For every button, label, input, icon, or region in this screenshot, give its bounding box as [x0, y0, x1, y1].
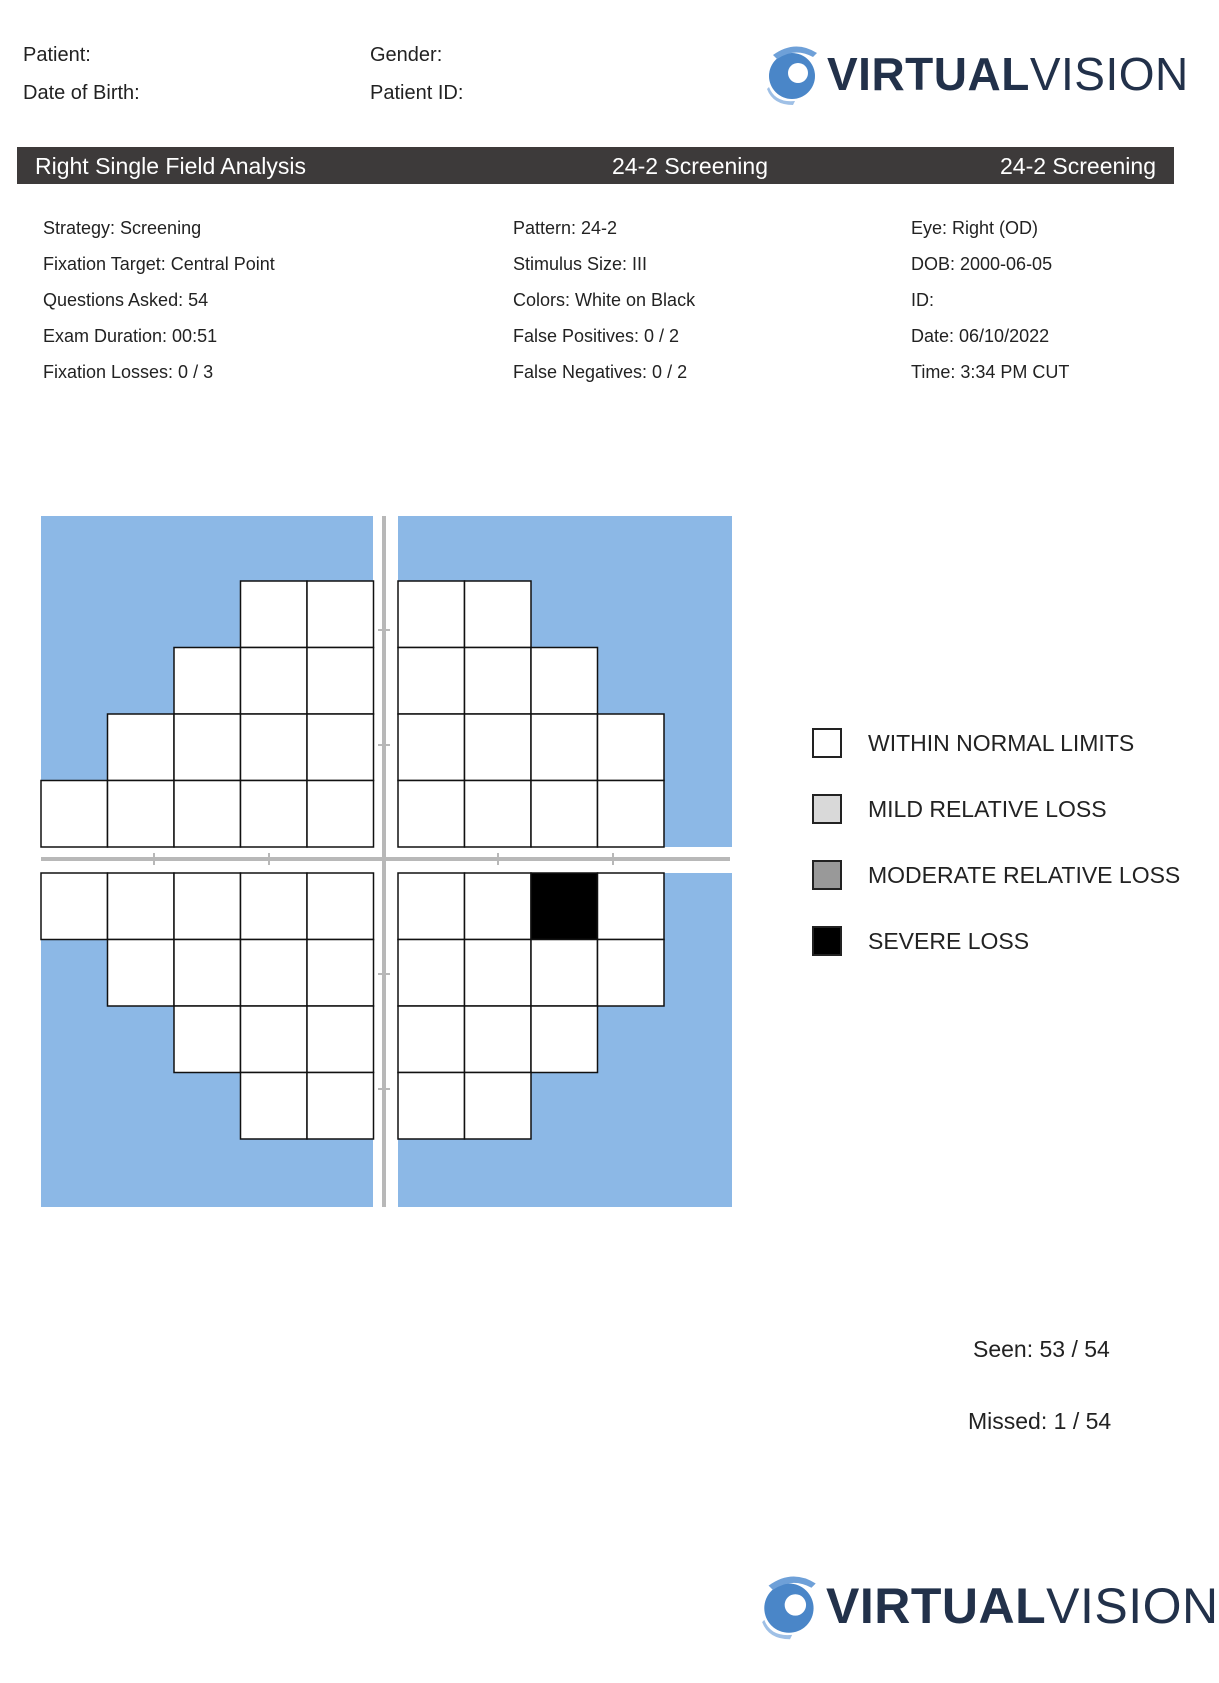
field-cell-normal [41, 781, 108, 848]
banner-right: 24-2 Screening [1000, 153, 1156, 179]
field-cell-normal [307, 648, 374, 715]
banner-center: 24-2 Screening [612, 153, 768, 179]
field-cell-normal [307, 781, 374, 848]
logo-text-bold: VIRTUAL [827, 48, 1030, 100]
field-cell-normal [531, 940, 598, 1007]
field-cell-normal [531, 648, 598, 715]
false-negatives-text: False Negatives: 0 / 2 [513, 362, 688, 382]
field-cell-normal [241, 581, 308, 648]
legend-label-mild: MILD RELATIVE LOSS [868, 795, 1107, 822]
field-cell-normal [241, 940, 308, 1007]
missed-count: Missed: 1 / 54 [968, 1408, 1112, 1434]
legend-swatch-moderate [812, 860, 842, 890]
colors-text: Colors: White on Black [513, 290, 696, 310]
field-cell-normal [598, 781, 665, 848]
field-cell-normal [465, 581, 532, 648]
logo-text-light: VISION [1029, 48, 1189, 100]
field-cell-normal [531, 714, 598, 781]
field-cell-normal [174, 781, 241, 848]
field-cell-normal [307, 1006, 374, 1073]
field-cell-normal [307, 581, 374, 648]
legend-item-severe [812, 908, 1180, 974]
dob-text: DOB: 2000-06-05 [911, 254, 1053, 274]
field-cell-normal [398, 581, 465, 648]
eye-logo-icon [760, 1572, 820, 1640]
field-cell-normal [307, 940, 374, 1007]
field-cell-normal [108, 873, 175, 940]
pattern-text: Pattern: 24-2 [513, 218, 618, 238]
field-cell-normal [307, 873, 374, 940]
field-cell-normal [598, 873, 665, 940]
field-cell-normal [531, 1006, 598, 1073]
gender-label: Gender: [370, 44, 443, 66]
legend-swatch-mild [812, 794, 842, 824]
legend-label-severe: SEVERE LOSS [868, 927, 1030, 954]
field-cell-normal [241, 1073, 308, 1140]
time-text: Time: 3:34 PM CUT [911, 362, 1070, 382]
patient-label: Patient: [23, 44, 91, 66]
field-cell-normal [174, 1006, 241, 1073]
field-cell-normal [241, 1006, 308, 1073]
legend-label-moderate: MODERATE RELATIVE LOSS [868, 861, 1181, 888]
field-cell-normal [598, 714, 665, 781]
fixation-target-text: Fixation Target: Central Point [43, 254, 275, 274]
field-cell-severe [531, 873, 598, 940]
fixation-losses-text: Fixation Losses: 0 / 3 [43, 362, 214, 382]
banner-title: Right Single Field Analysis [35, 153, 307, 179]
field-cell-normal [41, 873, 108, 940]
logo-text-light: VISION [1046, 1578, 1219, 1634]
field-cell-normal [241, 781, 308, 848]
field-cell-normal [307, 714, 374, 781]
field-cell-normal [465, 873, 532, 940]
field-cell-normal [174, 873, 241, 940]
legend-label-normal: WITHIN NORMAL LIMITS [868, 729, 1135, 756]
legend-swatch-normal [812, 728, 842, 758]
field-cell-normal [398, 648, 465, 715]
field-cell-normal [398, 1073, 465, 1140]
eye-text: Eye: Right (OD) [911, 218, 1039, 238]
false-positives-text: False Positives: 0 / 2 [513, 326, 680, 346]
field-cell-normal [531, 781, 598, 848]
field-cell-normal [465, 781, 532, 848]
patient-id-label: Patient ID: [370, 82, 464, 104]
field-cell-normal [108, 714, 175, 781]
field-cell-normal [174, 940, 241, 1007]
field-cell-normal [108, 781, 175, 848]
logo-text-bold: VIRTUAL [826, 1578, 1047, 1634]
legend-item-normal [812, 710, 1180, 776]
legend-item-moderate [812, 842, 1180, 908]
field-cell-normal [108, 940, 175, 1007]
seen-count: Seen: 53 / 54 [973, 1336, 1110, 1362]
field-cell-normal [598, 940, 665, 1007]
field-cell-normal [398, 714, 465, 781]
field-cell-normal [398, 781, 465, 848]
exam-duration-text: Exam Duration: 00:51 [43, 326, 218, 346]
legend-swatch-severe [812, 926, 842, 956]
legend-item-mild [812, 776, 1180, 842]
field-cell-normal [241, 873, 308, 940]
questions-asked-text: Questions Asked: 54 [43, 290, 209, 310]
field-cell-normal [465, 648, 532, 715]
field-cell-normal [465, 1006, 532, 1073]
id-text: ID: [911, 290, 935, 310]
stimulus-size-text: Stimulus Size: III [513, 254, 648, 274]
field-cell-normal [241, 648, 308, 715]
field-cell-normal [465, 940, 532, 1007]
field-cell-normal [398, 873, 465, 940]
field-cell-normal [465, 1073, 532, 1140]
strategy-text: Strategy: Screening [43, 218, 202, 238]
date-text: Date: 06/10/2022 [911, 326, 1050, 346]
field-cell-normal [241, 714, 308, 781]
field-cell-normal [174, 714, 241, 781]
legend [812, 710, 1180, 974]
date-of-birth-label: Date of Birth: [23, 82, 140, 104]
field-cell-normal [307, 1073, 374, 1140]
field-cell-normal [398, 1006, 465, 1073]
field-cell-normal [174, 648, 241, 715]
brand-logo-bottom [760, 1572, 1219, 1640]
field-cell-normal [398, 940, 465, 1007]
field-cell-normal [465, 714, 532, 781]
